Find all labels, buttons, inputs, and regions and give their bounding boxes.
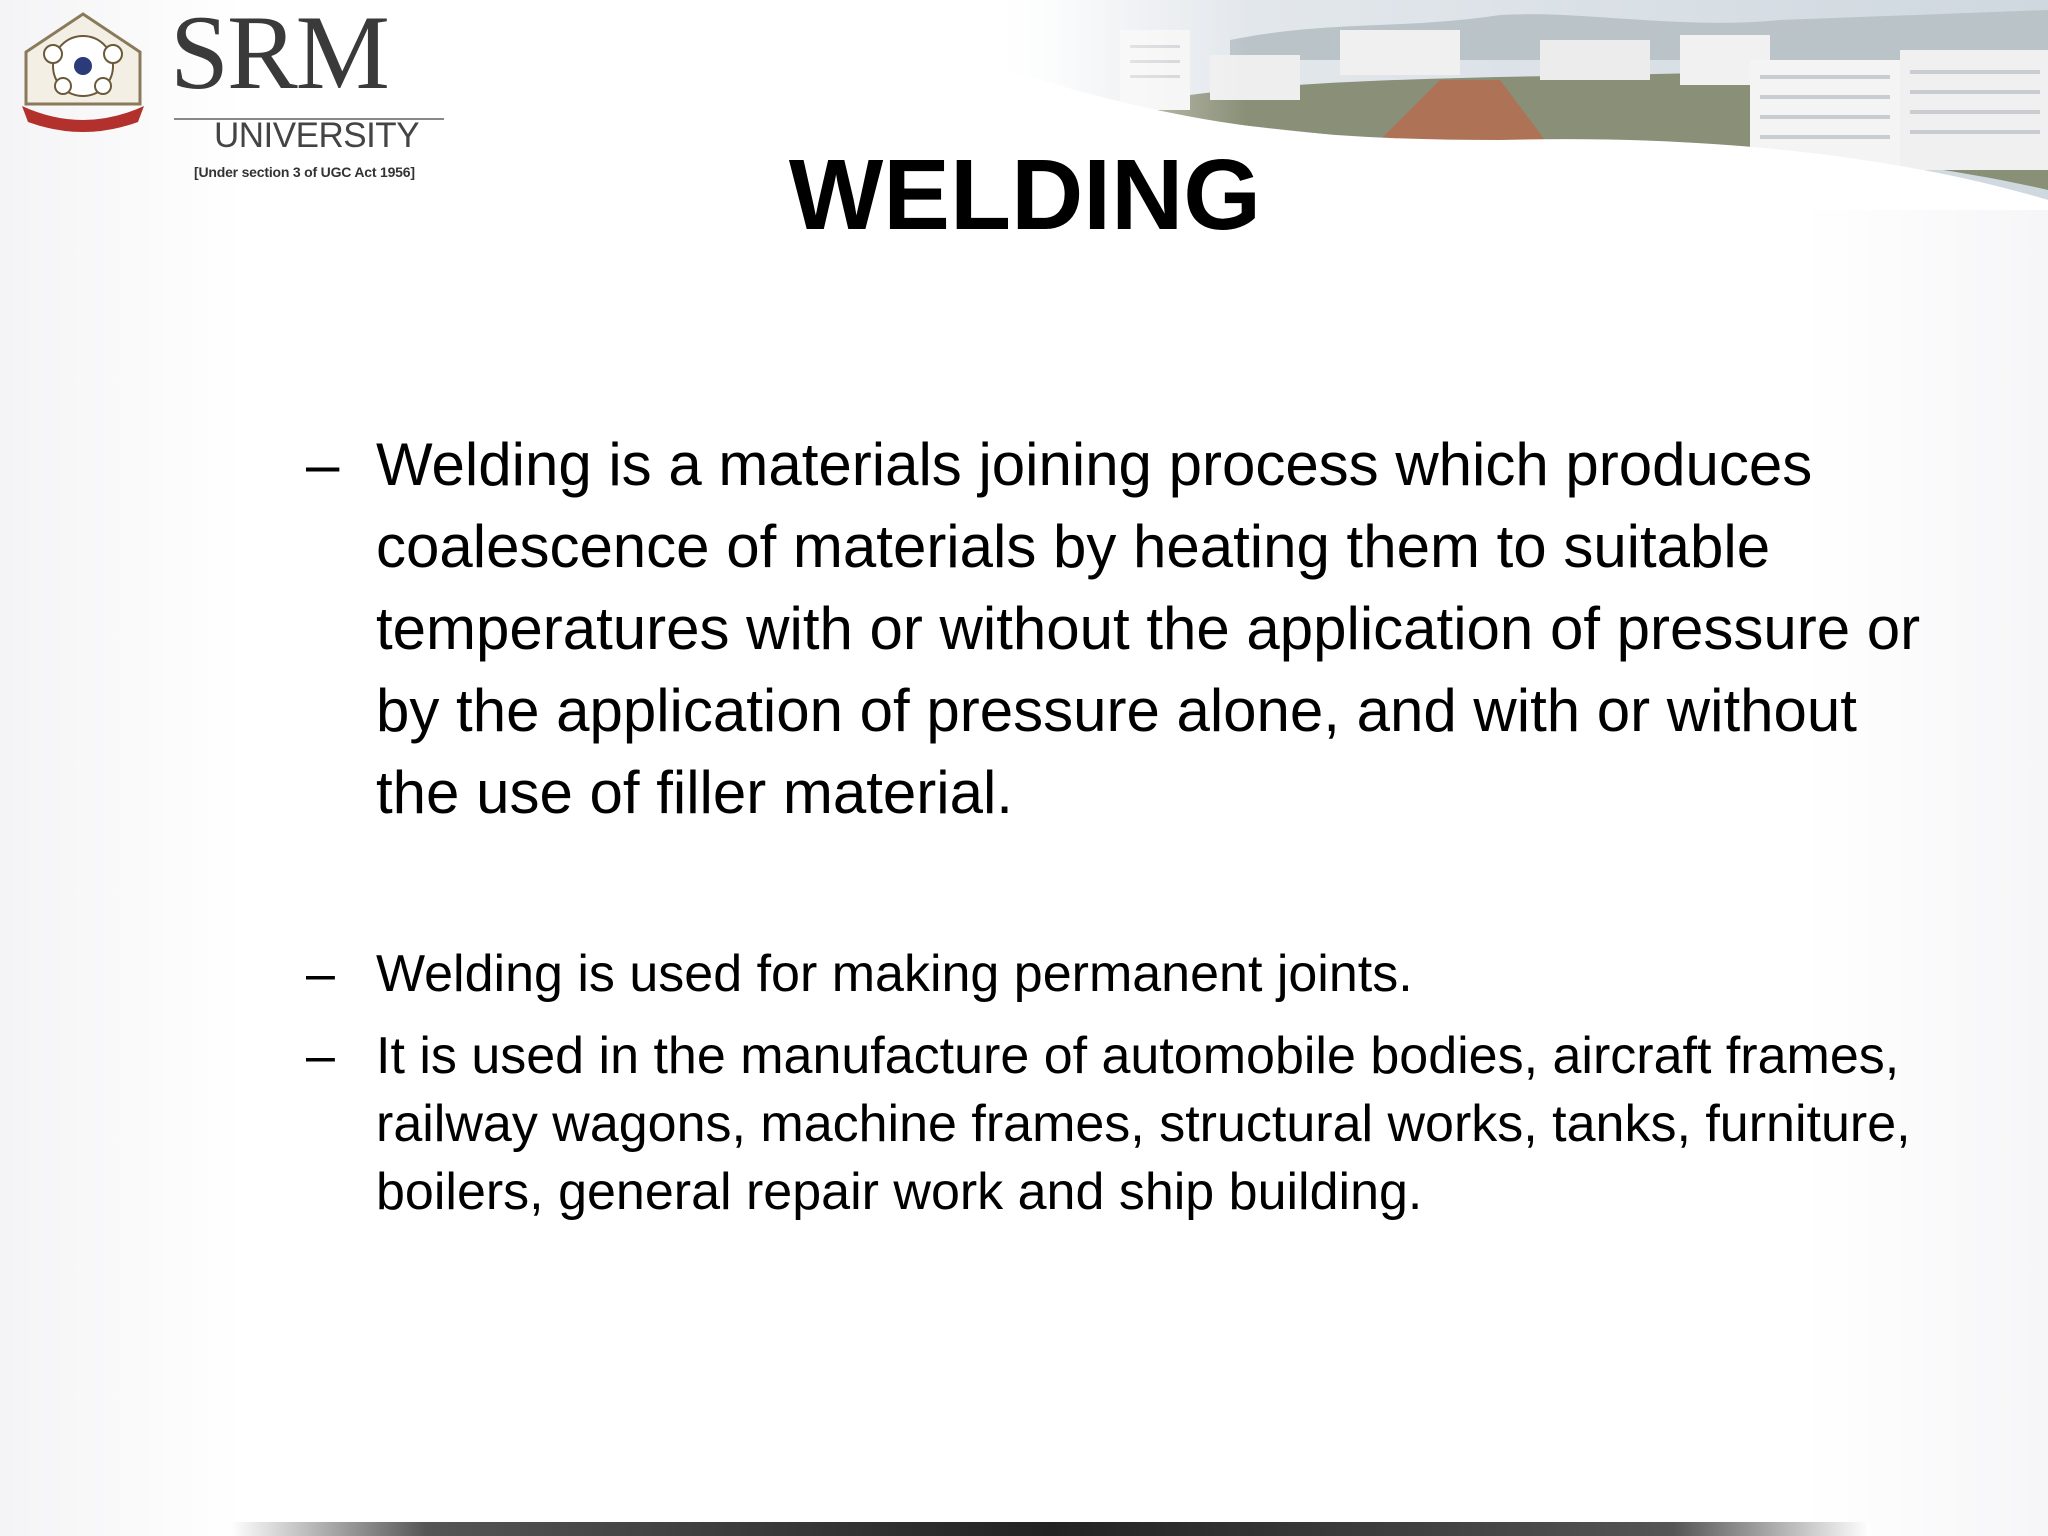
- university-logo: [14, 0, 454, 184]
- bullet-text: It is used in the manufacture of automobile bodies, aircraft frames, railway wagons, machine frames, structural works, tanks, furniture, boilers, general repair work and ship building.: [376, 1027, 1911, 1221]
- footer-bar: [230, 1522, 1870, 1536]
- dash-marker: –: [306, 1027, 335, 1085]
- bullet-list: [306, 424, 1926, 1226]
- bullet-item: [306, 940, 1926, 1008]
- logo-wordmark: SRM: [170, 0, 388, 111]
- dash-marker: –: [306, 945, 335, 1003]
- logo-subname: UNIVERSITY: [214, 116, 420, 155]
- slide-title-container: [700, 140, 1350, 250]
- logo-tagline: [Under section 3 of UGC Act 1956]: [194, 164, 415, 180]
- slide-title: WELDING: [788, 139, 1262, 251]
- bullet-item: [306, 424, 1926, 834]
- university-seal-icon: [18, 8, 148, 136]
- dash-marker: –: [306, 431, 340, 498]
- bullet-text: Welding is a materials joining process which produces coalescence of materials by heating them to suitable temperatures with or without the application of pressure or by the application of pressure alone, and with or without the use of filler material.: [376, 431, 1921, 826]
- bullet-item: [306, 1022, 1926, 1226]
- bullet-text: Welding is used for making permanent joints.: [376, 945, 1413, 1003]
